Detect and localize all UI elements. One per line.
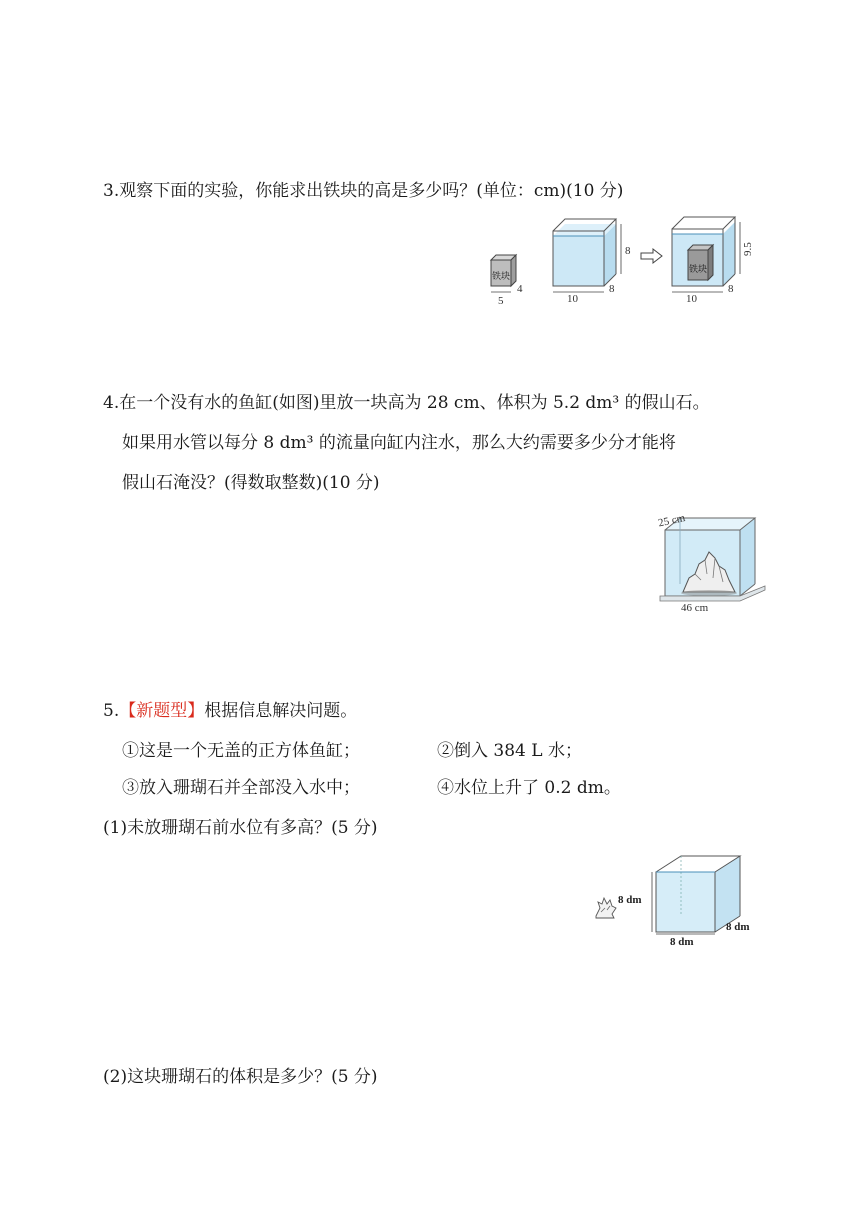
tank1-width-label: 10	[567, 293, 578, 305]
q5-cube-tank-figure	[588, 848, 760, 946]
tank-after-diagram	[672, 217, 754, 305]
q5-heading	[103, 700, 357, 722]
aquarium-depth-label: 25 cm	[657, 512, 687, 530]
block-width-label: 5	[498, 295, 504, 307]
arrow-icon	[641, 249, 662, 263]
aquarium-width-label: 46 cm	[681, 602, 709, 613]
q3-text: 3.观察下面的实验，你能求出铁块的高是多少吗？(单位：cm)(10 分)	[103, 181, 624, 201]
q5-number: 5.	[103, 701, 120, 721]
tank2-width-label: 10	[686, 293, 697, 305]
tank1-height-label: 8	[625, 245, 631, 257]
q5-info-2: ②倒入 384 L 水；	[437, 741, 582, 761]
q3-figure	[485, 212, 760, 312]
q4-line-2: 如果用水管以每分 8 dm³ 的流量向缸内注水，那么大约需要多少分才能将	[122, 433, 676, 453]
tank2-height-label: 9.5	[742, 242, 754, 256]
block-label: 铁块	[492, 271, 511, 281]
q5-info-1: ①这是一个无盖的正方体鱼缸；	[122, 741, 360, 761]
q4-line-3: 假山石淹没？(得数取整数)(10 分)	[122, 473, 380, 493]
q5-sub-question-1: (1)未放珊瑚石前水位有多高？(5 分)	[103, 818, 378, 838]
tank-before-diagram	[553, 219, 631, 305]
new-question-type-tag: 【新题型】	[119, 701, 205, 721]
cube-height-label: 8 dm	[618, 894, 642, 906]
q4-line-1: 4.在一个没有水的鱼缸(如图)里放一块高为 28 cm、体积为 5.2 dm³ 的假山石。	[103, 393, 710, 413]
tank2-depth-label: 8	[728, 283, 734, 295]
q4-aquarium-figure	[655, 508, 770, 613]
tank1-depth-label: 8	[609, 283, 615, 295]
cube-width-label: 8 dm	[670, 936, 694, 946]
block2-label: 铁块	[689, 264, 708, 274]
q5-info-3: ③放入珊瑚石并全部没入水中；	[122, 778, 360, 798]
block-depth-label: 4	[517, 283, 523, 295]
q5-title: 根据信息解决问题。	[204, 701, 358, 721]
q5-info-4: ④水位上升了 0.2 dm。	[437, 778, 621, 798]
iron-block-diagram	[491, 255, 523, 307]
coral-icon	[596, 898, 616, 918]
q5-sub-question-2: (2)这块珊瑚石的体积是多少？(5 分)	[103, 1067, 378, 1087]
cube-depth-label: 8 dm	[726, 921, 750, 933]
